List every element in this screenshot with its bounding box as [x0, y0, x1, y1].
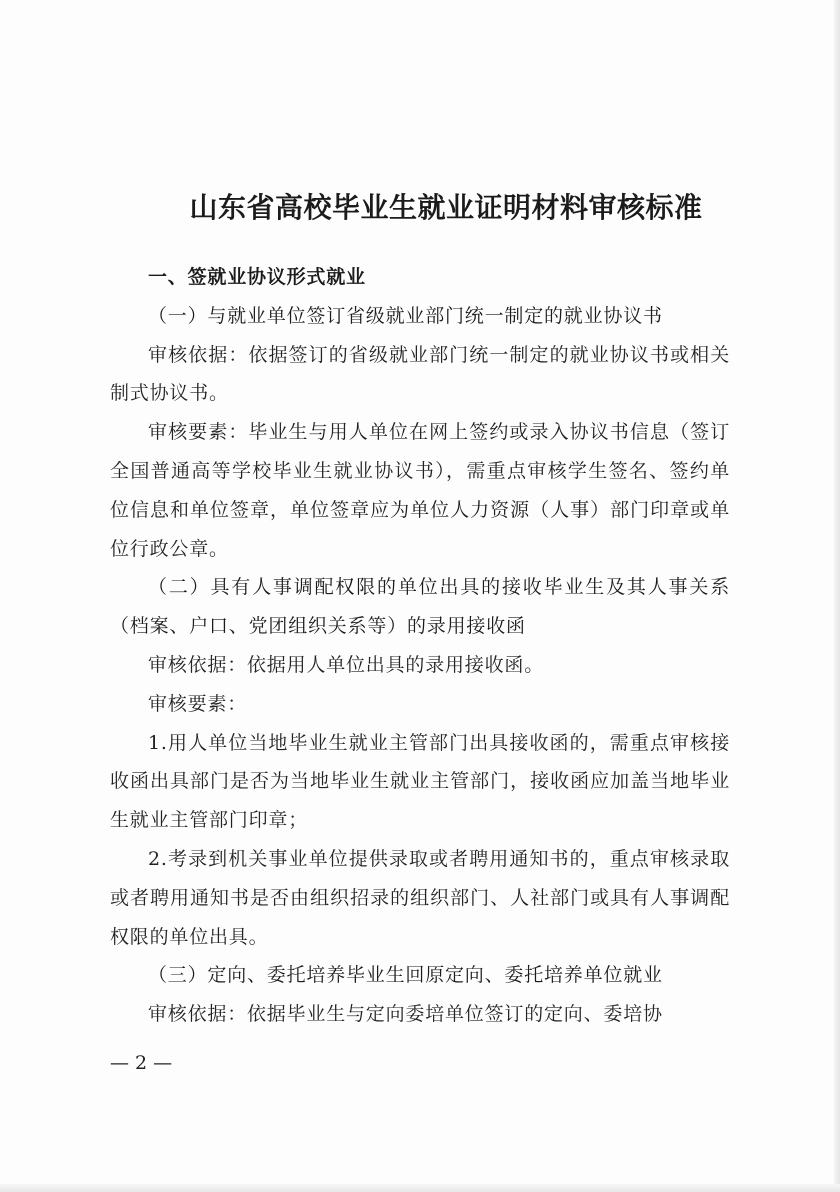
- section-heading-1: 一、签就业协议形式就业: [148, 266, 366, 288]
- body-paragraph: 审核依据：依据毕业生与定向委培单位签订的定向、委培协: [148, 1003, 663, 1026]
- subsection-heading-3: （三）定向、委托培养毕业生回原定向、委托培养单位就业: [148, 964, 663, 987]
- scan-edge-right: [834, 0, 840, 1192]
- scan-edge-bottom: [0, 1184, 840, 1192]
- page-number: — 2 —: [110, 1052, 173, 1074]
- body-paragraph: 2.考录到机关事业单位提供录取或者聘用通知书的，重点审核录取或者聘用通知书是否由组织招录的组织部门、人社部门或具有人事调配权限的单位出具。: [110, 847, 730, 948]
- subsection-heading-2: （二）具有人事调配权限的单位出具的接收毕业生及其人事关系（档案、户口、党团组织关系等）的录用接收函: [110, 576, 730, 638]
- body-paragraph: 1.用人单位当地毕业生就业主管部门出具接收函的，需重点审核接收函出具部门是否为当地毕业生就业主管部门，接收函应加盖当地毕业生就业主管部门印章；: [110, 731, 730, 832]
- body-paragraph: 审核依据：依据用人单位出具的录用接收函。: [148, 653, 545, 676]
- body-paragraph: 审核要素：: [148, 692, 248, 715]
- body-paragraph: 审核依据：依据签订的省级就业部门统一制定的就业协议书或相关制式协议书。: [110, 343, 730, 405]
- document-body: [110, 258, 730, 1034]
- body-paragraph: 审核要素：毕业生与用人单位在网上签约或录入协议书信息（签订全国普通高等学校毕业生就业协议书），需重点审核学生签名、签约单位信息和单位签章，单位签章应为单位人力资源（人事）部门印章或单位行政公章。: [110, 421, 730, 560]
- subsection-heading-1: （一）与就业单位签订省级就业部门统一制定的就业协议书: [148, 304, 663, 327]
- document-title: 山东省高校毕业生就业证明材料审核标准: [189, 191, 703, 224]
